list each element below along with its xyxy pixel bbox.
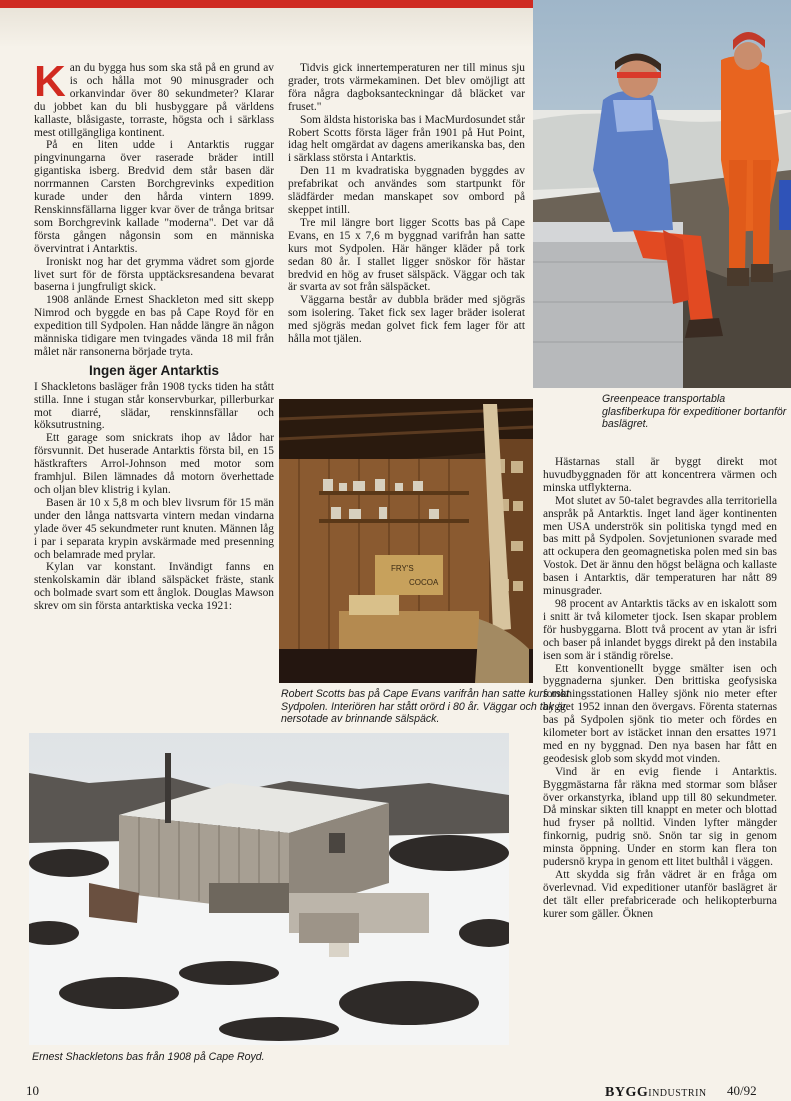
paragraph: Ironiskt nog har det grymma vädret som gjorde livet surt för de första upptäcksresandena bevarat baserna i jungfruligt skick.: [34, 255, 274, 294]
article-column-2: [288, 62, 525, 346]
header-band: [0, 8, 533, 48]
paragraph: Som äldsta historiska bas i MacMurdosundet står Robert Scotts första läger från 1901 på Hut Point, idag helt omgärdat av dagens amerikanska bas, den i särklass största i Antarktis.: [288, 113, 525, 165]
issue-number: 40/92: [727, 1083, 757, 1098]
paragraph: 98 procent av Antarktis täcks av en iskalott som i snitt är två kilometer tjock. Isen skapar problem för husbyggarna. Blott två procent av ytan är isfri och baser på inlandet byggs direkt på den instabila isen som är i ständig rörelse.: [543, 597, 777, 662]
top-accent-bar: [0, 0, 533, 8]
caption-greenpeace: Greenpeace transportabla glasfiberkupa för expeditioner bortanför baslägret.: [602, 393, 787, 430]
paragraph: Tidvis gick innertemperaturen ner till minus sju grader, trots värmekaminen. Det blev omöjligt att föra några dagboksanteckningar då bläcket var fruset.": [288, 62, 525, 113]
paragraph: Ett konventionellt bygge smälter isen och byggnaderna sjunker. Den brittiska geofysiska forskningsstationen Halley sjönk nio meter efter bygget 1952 innan den övergavs. Förenta staternas bas på Sydpolen sjönk tio meter och fördes en kilometer bort av istäcket innan den ersattes 1971 med en ny byggnad. Den nya basen har fått en geodesisk glob som skydd mot vinden.: [543, 662, 777, 765]
caption-hut: Ernest Shackletons bas från 1908 på Cape Royd.: [32, 1051, 265, 1063]
photo-scott-hut-interior: [279, 399, 533, 683]
drop-cap: K: [34, 57, 66, 106]
magazine-name-small: INDUSTRIN: [648, 1088, 707, 1099]
paragraph: Kylan var konstant. Invändigt fanns en stenkolskamin där ibland sälspäcket fräste, stank och bolmade svart som ett ånglok. Douglas Mawson skrev om sin första antarktiska vecka 1921:: [34, 561, 274, 613]
paragraph: Hästarnas stall är byggt direkt mot huvudbyggnaden för att koncentrera värmen och minska utflykterna.: [543, 456, 777, 494]
paragraph: Väggarna består av dubbla bräder med sjögräs som isolering. Taket fick sex lager bräder isolerat med sjögräs medan golvet fick fem lager för att hålla mot tjälen.: [288, 294, 525, 346]
magazine-name-bold: BYGG: [605, 1085, 649, 1100]
caption-interior: Robert Scotts bas på Cape Evans varifrån han satte kurs mot Sydpolen. Interiören har stått orörd i 80 år. Väggar och tak är nersotade av brinnande sälspäck.: [281, 688, 569, 725]
paragraph: På en liten udde i Antarktis ruggar pingvinungarna över raserade bräder intill gigantiska isberg. Bredvid dem står basen där norrmannen Carsten Borchgrevinks expedition kurade under den hårda vintern 1899. Renskinnsfällarna ligger kvar över de trånga britsar som Borchgrevink kallade "moderna". Det var då första gången någonsin som en människa övervintrat i Antarktis.: [34, 139, 274, 255]
intro-paragraph: Kan du bygga hus som ska stå på en grund av is och hålla mot 90 minusgrader och orkanvindar över 80 sekundmeter? Klarar du jobbet kan du bli husbyggare på världens kallaste, blåsigaste, torraste, högsta och i särklass mest otillgängliga kontinent.: [34, 57, 274, 139]
magazine-name: [605, 1083, 707, 1101]
paragraph: Ett garage som snickrats ihop av lådor har försvunnit. Det huserade Antarktis första bil, en 15 hästkrafters Arrol-Johnson med motor som framhjul. Bilen lämnades då motorn överhettade och oljan blev klistrig i kylan.: [34, 432, 274, 496]
photo-shackleton-hut: [29, 733, 509, 1045]
paragraph: 1908 anlände Ernest Shackleton med sitt skepp Nimrod och byggde en bas på Cape Royd för en expedition till Sydpolen. Han nådde längre än någon människa tidigare men tvingades vända 18 mil från målet när ransonerna började tryta.: [34, 294, 274, 358]
paragraph: Mot slutet av 50-talet begravdes alla territoriella anspråk på Antarktis. Inget land äger kontinenten men USA underströk sin politiska tyngd med en bas mitt på Sydpolen. Sovjetunionen svarade med att ockupera den geomagnetiska polen med sin bas Vostok. Det är ännu den högst belägna och kallaste basen i Antarktis, där temperaturen har nått 89 minusgrader.: [543, 494, 777, 598]
paragraph: Tre mil längre bort ligger Scotts bas på Cape Evans, en 15 x 7,6 m byggnad varifrån han satte kurs mot Sydpolen. Här hänger kläder på tork sedan 80 år. I stallet ligger snöskor för hästar bredvid en hög av fruset sälspäck. Väggar och tak är svarta av sot från sälspäcket.: [288, 216, 525, 294]
paragraph: Basen är 10 x 5,8 m och blev livsrum för 15 män under den långa nattsvarta vintern medan vindarna ylade över 45 sekundmeter runt knuten. Männen låg i par i separata krypin avskärmade med presenning och belamrade med prylar.: [34, 496, 274, 561]
paragraph: I Shackletons basläger från 1908 tycks tiden ha stått stilla. Inne i stugan står konservburkar, pillerburkar mot diarré, slädar, renskinnsfällar och köksutrustning.: [34, 380, 274, 432]
paragraph: Den 11 m kvadratiska byggnaden byggdes av prefabrikat och användes som startpunkt för slädfärder medan manskapet sov ombord på skeppet intill.: [288, 165, 525, 216]
paragraph: Vind är en evig fiende i Antarktis. Byggmästarna får räkna med stormar som blåser över orkanstyrka, ibland upp till 80 sekundmeter. Då minskar sikten till knappt en meter och blottad hud fryser på nolltid. Vinden lyfter mängder finkornig, pudrig snö. Snön tar sig in genom minsta öppning. Under en storm kan flera ton pudersnö krypa in genom ett litet bulthål i väggen.: [543, 765, 777, 869]
section-heading: Ingen äger Antarktis: [88, 362, 220, 378]
crate-label-brand: FRY'S: [391, 564, 414, 573]
photo-greenpeace-expedition: [533, 0, 791, 388]
crate-label-product: COCOA: [409, 578, 439, 587]
paragraph: Att skydda sig från vädret är en fråga om överlevnad. Vid expeditioner utanför baslägret är det tält eller prefabricerade och helikopterburna kurer som gäller. Öknen: [543, 869, 777, 920]
page-number: 10: [26, 1083, 39, 1098]
article-column-1: [34, 57, 274, 613]
